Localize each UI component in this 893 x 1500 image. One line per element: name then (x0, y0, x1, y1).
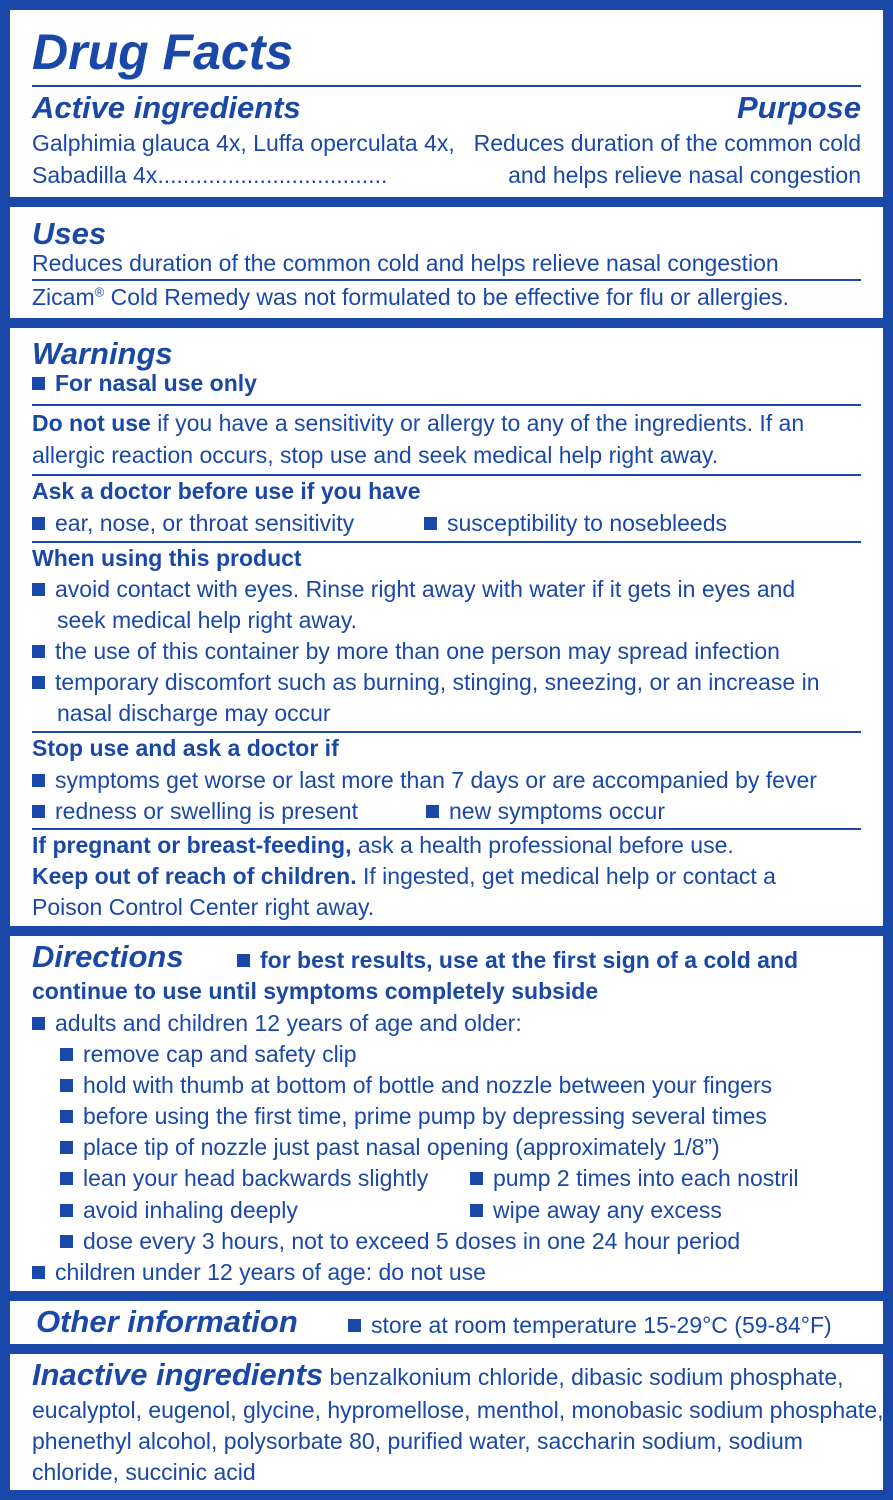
list-item (60, 1163, 428, 1194)
divider (32, 85, 861, 87)
list-item-text: lean your head backwards slightly (83, 1165, 429, 1191)
list-item (60, 1070, 772, 1101)
list-item (426, 796, 665, 827)
uses-note (32, 282, 789, 313)
directions-intro (237, 945, 798, 976)
ingredient-line: Galphimia glauca 4x, Luffa operculata 4x, (32, 130, 455, 156)
list-item (32, 574, 795, 605)
list-item-text: temporary discomfort such as burning, stinging, sneezing, or an increase in (55, 669, 820, 695)
list-item-text: susceptibility to nosebleeds (447, 510, 727, 536)
list-item-text: pump 2 times into each nostril (493, 1165, 799, 1191)
other-information-heading: Other information (36, 1304, 298, 1339)
bullet-square-icon (32, 517, 45, 530)
warnings-heading: Warnings (32, 336, 173, 371)
list-item-continuation: seek medical help right away. (57, 607, 357, 633)
bullet-square-icon (32, 774, 45, 787)
keep-out-warning (32, 861, 776, 892)
bullet-square-icon (32, 676, 45, 689)
inactive-ingredients-heading: Inactive ingredients (32, 1357, 324, 1392)
list-item (60, 1195, 298, 1226)
pregnant-text: ask a health professional before use. (351, 832, 734, 858)
section-separator (10, 1291, 883, 1301)
directions-intro-continuation: continue to use until symptoms completely subside (32, 978, 599, 1004)
section-separator (10, 197, 883, 207)
do-not-use-line: allergic reaction occurs, stop use and seek medical help right away. (32, 442, 719, 468)
section-separator (10, 318, 883, 328)
list-item-text: remove cap and safety clip (83, 1041, 357, 1067)
list-item (60, 1039, 357, 1070)
list-item-text: before using the first time, prime pump by depressing several times (83, 1103, 767, 1129)
list-item (470, 1195, 722, 1226)
bullet-square-icon (32, 805, 45, 818)
dot-leader: .................................... (157, 162, 388, 188)
bullet-square-icon (32, 377, 45, 390)
list-item-text: the use of this container by more than one person may spread infection (55, 638, 780, 664)
list-item-text: symptoms get worse or last more than 7 days or are accompanied by fever (55, 767, 817, 793)
directions-heading: Directions (32, 939, 184, 974)
purpose-line: and helps relieve nasal congestion (508, 160, 861, 191)
inactive-ingredients-line: chloride, succinic acid (32, 1459, 256, 1485)
active-ingredients-heading: Active ingredients (32, 90, 301, 125)
bullet-square-icon (32, 645, 45, 658)
list-item-text: avoid contact with eyes. Rinse right away with water if it gets in eyes and (55, 576, 796, 602)
bullet-square-icon (60, 1079, 73, 1092)
bullet-square-icon (60, 1235, 73, 1248)
uses-text: Reduces duration of the common cold and helps relieve nasal congestion (32, 250, 779, 276)
do-not-use-line (32, 408, 804, 439)
list-item (60, 1226, 740, 1257)
bullet-square-icon (426, 805, 439, 818)
pregnant-warning (32, 830, 734, 861)
directions-intro-text: for best results, use at the first sign of a cold and (260, 947, 799, 973)
list-item (32, 796, 358, 827)
bullet-square-icon (32, 583, 45, 596)
do-not-use-text: if you have a sensitivity or allergy to any of the ingredients. If an (150, 410, 805, 436)
inactive-ingredients-text: benzalkonium chloride, dibasic sodium phosphate, (323, 1364, 844, 1390)
inactive-ingredients-line: eucalyptol, eugenol, glycine, hypromellose, menthol, monobasic sodium phosphate, (32, 1397, 884, 1423)
keep-out-text: If ingested, get medical help or contact a (356, 863, 776, 889)
uses-note-text: Cold Remedy was not formulated to be effective for flu or allergies. (104, 284, 790, 310)
nasal-use-text: For nasal use only (55, 370, 257, 396)
other-information-item (348, 1310, 832, 1341)
list-item (32, 636, 780, 667)
bullet-square-icon (470, 1172, 483, 1185)
list-item (470, 1163, 799, 1194)
list-item (424, 508, 727, 539)
divider (32, 279, 861, 281)
bullet-square-icon (348, 1319, 361, 1332)
list-item (60, 1132, 720, 1163)
list-item-text: avoid inhaling deeply (83, 1197, 298, 1223)
list-item-text: dose every 3 hours, not to exceed 5 doses in one 24 hour period (83, 1228, 741, 1254)
list-item (32, 508, 354, 539)
inactive-ingredients-line: phenethyl alcohol, polysorbate 80, purified water, saccharin sodium, sodium (32, 1428, 803, 1454)
ask-doctor-heading: Ask a doctor before use if you have (32, 478, 421, 504)
list-item-text: place tip of nozzle just past nasal opening (approximately 1/8”) (83, 1134, 720, 1160)
list-item (32, 765, 817, 796)
registered-mark: ® (94, 284, 105, 300)
inactive-ingredients-line (32, 1357, 844, 1393)
stop-use-heading: Stop use and ask a doctor if (32, 735, 339, 761)
list-item-continuation: nasal discharge may occur (57, 700, 331, 726)
bullet-square-icon (60, 1048, 73, 1061)
list-item (32, 667, 820, 698)
list-item-text: children under 12 years of age: do not use (55, 1259, 486, 1285)
pregnant-label: If pregnant or breast-feeding, (32, 832, 352, 858)
bullet-square-icon (60, 1172, 73, 1185)
list-item-text: redness or swelling is present (55, 798, 358, 824)
list-item-text: wipe away any excess (493, 1197, 722, 1223)
list-item (60, 1101, 767, 1132)
list-item-text: ear, nose, or throat sensitivity (55, 510, 355, 536)
uses-heading: Uses (32, 216, 107, 251)
do-not-use-label: Do not use (32, 410, 151, 436)
purpose-line: Reduces duration of the common cold (473, 130, 861, 156)
divider (32, 404, 861, 406)
list-item (32, 1257, 486, 1288)
bullet-square-icon (424, 517, 437, 530)
list-item-text: hold with thumb at bottom of bottle and nozzle between your fingers (83, 1072, 773, 1098)
bullet-square-icon (32, 1017, 45, 1030)
bullet-square-icon (60, 1204, 73, 1217)
brand-name: Zicam (32, 284, 95, 310)
keep-out-text-continuation: Poison Control Center right away. (32, 894, 375, 920)
section-separator (10, 926, 883, 936)
nasal-use-warning (32, 368, 257, 399)
list-item-text: new symptoms occur (449, 798, 666, 824)
ingredient-line (32, 160, 387, 191)
ingredient-name: Sabadilla 4x (32, 162, 158, 188)
bullet-square-icon (237, 954, 250, 967)
when-using-heading: When using this product (32, 545, 302, 571)
purpose-heading: Purpose (736, 90, 861, 125)
list-item (32, 1008, 522, 1039)
bullet-square-icon (60, 1110, 73, 1123)
bullet-square-icon (470, 1204, 483, 1217)
list-item-text: adults and children 12 years of age and older: (55, 1010, 522, 1036)
keep-out-label: Keep out of reach of children. (32, 863, 357, 889)
page-title: Drug Facts (32, 24, 294, 80)
bullet-square-icon (32, 1266, 45, 1279)
section-separator (10, 1344, 883, 1354)
bullet-square-icon (60, 1141, 73, 1154)
other-information-text: store at room temperature 15-29°C (59-84°F) (371, 1312, 832, 1338)
